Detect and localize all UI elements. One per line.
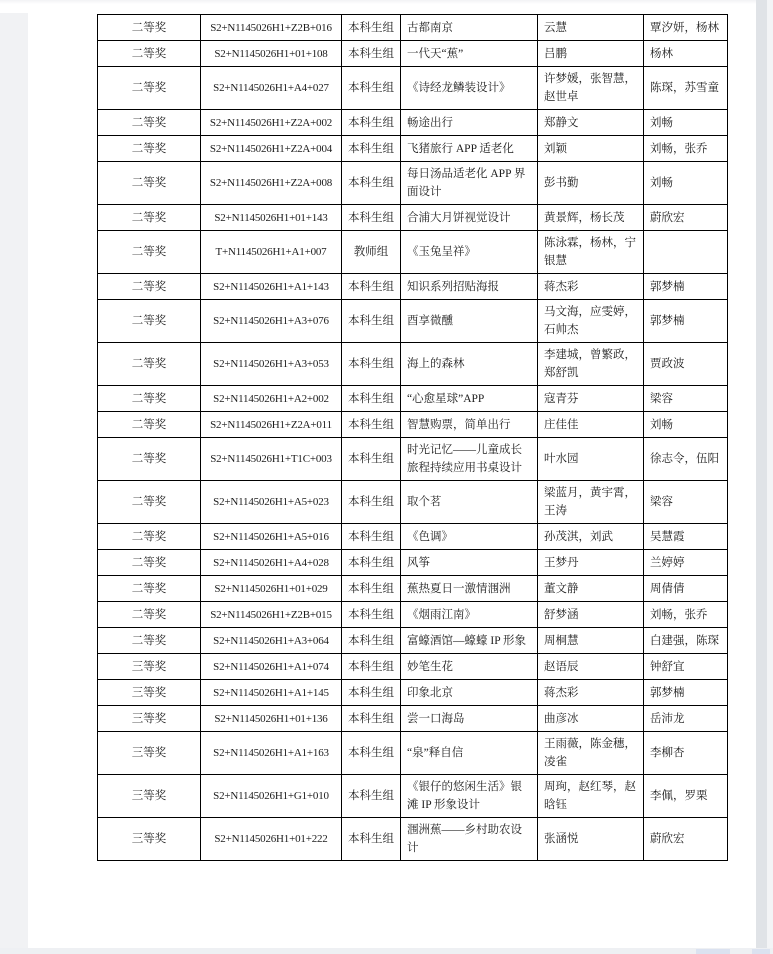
- table-row: [98, 550, 728, 576]
- title-cell: “心愈星球”APP: [401, 386, 538, 412]
- award-cell: 三等奖: [98, 818, 201, 861]
- award-cell: 二等奖: [98, 300, 201, 343]
- table-row: [98, 628, 728, 654]
- code-cell: S2+N1145026H1+A1+074: [201, 654, 342, 680]
- title-cell: 海上的森林: [401, 343, 538, 386]
- title-cell: 畅途出行: [401, 110, 538, 136]
- title-cell: 取个茗: [401, 481, 538, 524]
- title-cell: 尝一口海岛: [401, 706, 538, 732]
- award-cell: 二等奖: [98, 576, 201, 602]
- table-row: [98, 205, 728, 231]
- code-cell: T+N1145026H1+A1+007: [201, 231, 342, 274]
- code-cell: S2+N1145026H1+Z2A+004: [201, 136, 342, 162]
- award-cell: 三等奖: [98, 732, 201, 775]
- title-cell: 每日汤品适老化 APP 界面设计: [401, 162, 538, 205]
- authors-cell: 舒梦涵: [538, 602, 644, 628]
- table-row: [98, 274, 728, 300]
- authors-cell: 蒋杰彩: [538, 680, 644, 706]
- authors-cell: 曲彦冰: [538, 706, 644, 732]
- vertical-scrollbar[interactable]: [756, 0, 767, 949]
- horizontal-scrollbar-button[interactable]: [752, 949, 770, 954]
- table-row: [98, 136, 728, 162]
- title-cell: 妙笔生花: [401, 654, 538, 680]
- title-cell: 涠洲蕉——乡村助农设计: [401, 818, 538, 861]
- advisors-cell: 杨林: [644, 41, 728, 67]
- group-cell: 本科生组: [342, 67, 401, 110]
- award-cell: 二等奖: [98, 136, 201, 162]
- title-cell: 飞猪旅行 APP 适老化: [401, 136, 538, 162]
- advisors-cell: 陈琛，苏雪童: [644, 67, 728, 110]
- award-table-body: [98, 15, 728, 861]
- title-cell: 《烟雨江南》: [401, 602, 538, 628]
- group-cell: 本科生组: [342, 110, 401, 136]
- code-cell: S2+N1145026H1+01+029: [201, 576, 342, 602]
- table-row: [98, 67, 728, 110]
- advisors-cell: 吴慧霞: [644, 524, 728, 550]
- award-cell: 二等奖: [98, 15, 201, 41]
- code-cell: S2+N1145026H1+01+108: [201, 41, 342, 67]
- code-cell: S2+N1145026H1+Z2B+015: [201, 602, 342, 628]
- advisors-cell: 徐志令，伍阳: [644, 438, 728, 481]
- group-cell: 教师组: [342, 231, 401, 274]
- group-cell: 本科生组: [342, 524, 401, 550]
- authors-cell: 董文静: [538, 576, 644, 602]
- advisors-cell: 李佩，罗栗: [644, 775, 728, 818]
- code-cell: S2+N1145026H1+T1C+003: [201, 438, 342, 481]
- viewer-background-left: [0, 13, 28, 949]
- advisors-cell: 李柳杏: [644, 732, 728, 775]
- authors-cell: 周珣，赵红琴，赵晗钰: [538, 775, 644, 818]
- code-cell: S2+N1145026H1+01+222: [201, 818, 342, 861]
- award-cell: 三等奖: [98, 654, 201, 680]
- title-cell: 《诗经龙鳞装设计》: [401, 67, 538, 110]
- authors-cell: 黄景辉，杨长茂: [538, 205, 644, 231]
- award-cell: 二等奖: [98, 386, 201, 412]
- title-cell: 富蠔酒馆—蠔蠔 IP 形象: [401, 628, 538, 654]
- table-row: [98, 110, 728, 136]
- award-cell: 二等奖: [98, 524, 201, 550]
- award-cell: 三等奖: [98, 680, 201, 706]
- advisors-cell: [644, 231, 728, 274]
- authors-cell: 周桐慧: [538, 628, 644, 654]
- award-table: [97, 14, 728, 861]
- table-row: [98, 680, 728, 706]
- group-cell: 本科生组: [342, 481, 401, 524]
- table-row: [98, 41, 728, 67]
- group-cell: 本科生组: [342, 775, 401, 818]
- award-cell: 二等奖: [98, 162, 201, 205]
- table-row: [98, 576, 728, 602]
- award-cell: 二等奖: [98, 412, 201, 438]
- group-cell: 本科生组: [342, 412, 401, 438]
- award-cell: 二等奖: [98, 481, 201, 524]
- advisors-cell: 刘畅，张乔: [644, 136, 728, 162]
- group-cell: 本科生组: [342, 41, 401, 67]
- award-cell: 二等奖: [98, 602, 201, 628]
- table-row: [98, 231, 728, 274]
- authors-cell: 马文海，应雯婷，石帅杰: [538, 300, 644, 343]
- authors-cell: 王雨薇，陈金穗，凌雀: [538, 732, 644, 775]
- group-cell: 本科生组: [342, 602, 401, 628]
- horizontal-scrollbar-thumb[interactable]: [696, 949, 730, 954]
- code-cell: S2+N1145026H1+01+136: [201, 706, 342, 732]
- authors-cell: 李建城，曾繁政，郑舒凯: [538, 343, 644, 386]
- table-row: [98, 300, 728, 343]
- title-cell: “泉”释自信: [401, 732, 538, 775]
- authors-cell: 陈泳霖，杨林，宁银慧: [538, 231, 644, 274]
- table-row: [98, 732, 728, 775]
- code-cell: S2+N1145026H1+A4+028: [201, 550, 342, 576]
- advisors-cell: 兰婷婷: [644, 550, 728, 576]
- title-cell: 印象北京: [401, 680, 538, 706]
- authors-cell: 寇青芬: [538, 386, 644, 412]
- award-cell: 二等奖: [98, 67, 201, 110]
- bottom-edge-bar: [0, 948, 773, 954]
- code-cell: S2+N1145026H1+A1+145: [201, 680, 342, 706]
- award-cell: 二等奖: [98, 628, 201, 654]
- advisors-cell: 刘畅，张乔: [644, 602, 728, 628]
- authors-cell: 王梦丹: [538, 550, 644, 576]
- title-cell: 《玉兔呈祥》: [401, 231, 538, 274]
- title-cell: 酉享微醺: [401, 300, 538, 343]
- authors-cell: 刘颖: [538, 136, 644, 162]
- table-row: [98, 602, 728, 628]
- award-cell: 二等奖: [98, 438, 201, 481]
- group-cell: 本科生组: [342, 654, 401, 680]
- title-cell: 一代天“蕉”: [401, 41, 538, 67]
- title-cell: 时光记忆——儿童成长旅程持续应用书桌设计: [401, 438, 538, 481]
- table-row: [98, 481, 728, 524]
- award-cell: 二等奖: [98, 205, 201, 231]
- advisors-cell: 岳沛龙: [644, 706, 728, 732]
- advisors-cell: 梁容: [644, 386, 728, 412]
- code-cell: S2+N1145026H1+A1+143: [201, 274, 342, 300]
- group-cell: 本科生组: [342, 732, 401, 775]
- advisors-cell: 郭梦楠: [644, 680, 728, 706]
- title-cell: 《色调》: [401, 524, 538, 550]
- table-row: [98, 706, 728, 732]
- code-cell: S2+N1145026H1+Z2B+016: [201, 15, 342, 41]
- table-row: [98, 343, 728, 386]
- table-row: [98, 412, 728, 438]
- code-cell: S2+N1145026H1+Z2A+002: [201, 110, 342, 136]
- authors-cell: 庄佳佳: [538, 412, 644, 438]
- code-cell: S2+N1145026H1+A4+027: [201, 67, 342, 110]
- table-row: [98, 818, 728, 861]
- group-cell: 本科生组: [342, 15, 401, 41]
- authors-cell: 彭书勤: [538, 162, 644, 205]
- vertical-scrollbar-gutter: [767, 0, 773, 949]
- advisors-cell: 蔚欣宏: [644, 818, 728, 861]
- table-row: [98, 775, 728, 818]
- authors-cell: 赵语辰: [538, 654, 644, 680]
- table-row: [98, 654, 728, 680]
- code-cell: S2+N1145026H1+01+143: [201, 205, 342, 231]
- code-cell: S2+N1145026H1+A2+002: [201, 386, 342, 412]
- code-cell: S2+N1145026H1+G1+010: [201, 775, 342, 818]
- group-cell: 本科生组: [342, 205, 401, 231]
- award-cell: 三等奖: [98, 775, 201, 818]
- table-row: [98, 15, 728, 41]
- award-cell: 二等奖: [98, 274, 201, 300]
- authors-cell: 叶水园: [538, 438, 644, 481]
- award-cell: 二等奖: [98, 550, 201, 576]
- authors-cell: 云慧: [538, 15, 644, 41]
- table-row: [98, 386, 728, 412]
- title-cell: 古都南京: [401, 15, 538, 41]
- group-cell: 本科生组: [342, 386, 401, 412]
- authors-cell: 吕鹏: [538, 41, 644, 67]
- award-cell: 二等奖: [98, 41, 201, 67]
- award-cell: 二等奖: [98, 110, 201, 136]
- advisors-cell: 蔚欣宏: [644, 205, 728, 231]
- group-cell: 本科生组: [342, 628, 401, 654]
- code-cell: S2+N1145026H1+A3+053: [201, 343, 342, 386]
- table-row: [98, 524, 728, 550]
- table-row: [98, 438, 728, 481]
- advisors-cell: 郭梦楠: [644, 300, 728, 343]
- advisors-cell: 周倩倩: [644, 576, 728, 602]
- authors-cell: 孙茂淇，刘武: [538, 524, 644, 550]
- award-cell: 二等奖: [98, 343, 201, 386]
- group-cell: 本科生组: [342, 550, 401, 576]
- code-cell: S2+N1145026H1+A3+076: [201, 300, 342, 343]
- group-cell: 本科生组: [342, 343, 401, 386]
- advisors-cell: 钟舒宜: [644, 654, 728, 680]
- advisors-cell: 覃汐妍，杨林: [644, 15, 728, 41]
- authors-cell: 郑静文: [538, 110, 644, 136]
- advisors-cell: 刘畅: [644, 110, 728, 136]
- advisors-cell: 刘畅: [644, 412, 728, 438]
- code-cell: S2+N1145026H1+A3+064: [201, 628, 342, 654]
- title-cell: 智慧购票，简单出行: [401, 412, 538, 438]
- code-cell: S2+N1145026H1+A5+016: [201, 524, 342, 550]
- advisors-cell: 白建强，陈琛: [644, 628, 728, 654]
- title-cell: 合浦大月饼视觉设计: [401, 205, 538, 231]
- award-cell: 二等奖: [98, 231, 201, 274]
- group-cell: 本科生组: [342, 438, 401, 481]
- code-cell: S2+N1145026H1+A1+163: [201, 732, 342, 775]
- group-cell: 本科生组: [342, 680, 401, 706]
- authors-cell: 梁蓝月，黄宇霄，王涛: [538, 481, 644, 524]
- advisors-cell: 贾政波: [644, 343, 728, 386]
- group-cell: 本科生组: [342, 818, 401, 861]
- group-cell: 本科生组: [342, 576, 401, 602]
- authors-cell: 张涵悦: [538, 818, 644, 861]
- award-cell: 三等奖: [98, 706, 201, 732]
- advisors-cell: 郭梦楠: [644, 274, 728, 300]
- group-cell: 本科生组: [342, 300, 401, 343]
- group-cell: 本科生组: [342, 706, 401, 732]
- title-cell: 风筝: [401, 550, 538, 576]
- table-row: [98, 162, 728, 205]
- group-cell: 本科生组: [342, 136, 401, 162]
- code-cell: S2+N1145026H1+A5+023: [201, 481, 342, 524]
- authors-cell: 蒋杰彩: [538, 274, 644, 300]
- authors-cell: 许梦媛，张智慧，赵世卓: [538, 67, 644, 110]
- code-cell: S2+N1145026H1+Z2A+008: [201, 162, 342, 205]
- group-cell: 本科生组: [342, 274, 401, 300]
- document-page: [28, 4, 756, 949]
- advisors-cell: 梁容: [644, 481, 728, 524]
- advisors-cell: 刘畅: [644, 162, 728, 205]
- group-cell: 本科生组: [342, 162, 401, 205]
- title-cell: 《银仔的悠闲生活》银滩 IP 形象设计: [401, 775, 538, 818]
- code-cell: S2+N1145026H1+Z2A+011: [201, 412, 342, 438]
- title-cell: 蕉热夏日一激情涠洲: [401, 576, 538, 602]
- title-cell: 知识系列招贴海报: [401, 274, 538, 300]
